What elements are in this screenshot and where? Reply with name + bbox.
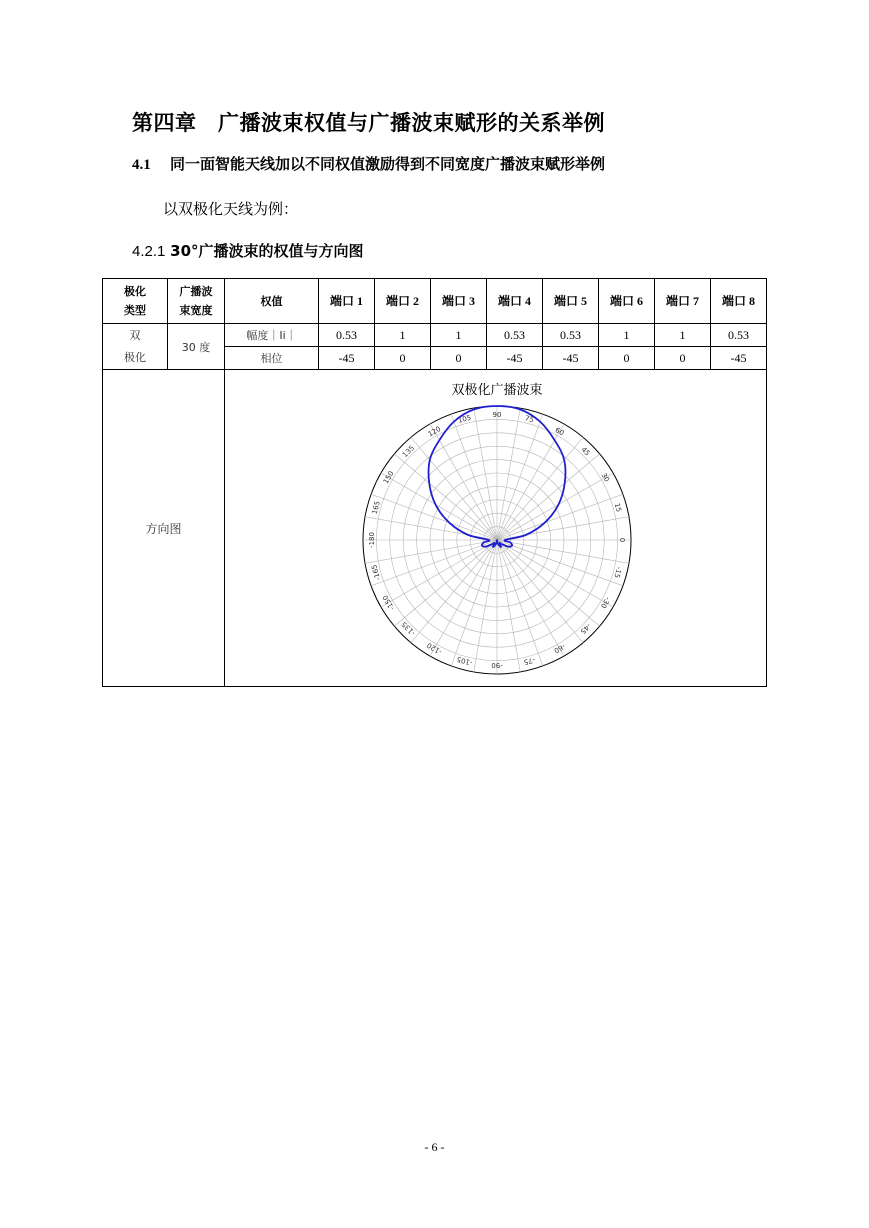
table-cell: -45 [487, 347, 543, 370]
angle-tick-label: -180 [368, 532, 376, 548]
angle-tick-label: -165 [370, 563, 383, 582]
table-cell: 1 [655, 324, 711, 347]
angle-tick-label: -150 [381, 593, 397, 612]
angle-tick-label: -15 [612, 565, 624, 579]
table-cell: 0 [431, 347, 487, 370]
header-port: 端口 5 [543, 279, 599, 324]
row-label: 相位 [225, 347, 319, 370]
angle-tick-label: 165 [370, 500, 382, 516]
table-cell: 0 [375, 347, 431, 370]
polar-chart [225, 370, 766, 686]
header-port: 端口 1 [319, 279, 375, 324]
angle-tick-label: -120 [425, 640, 444, 656]
angle-tick-label: 105 [457, 413, 473, 425]
table-row [103, 324, 767, 347]
chapter-title: 第四章 广播波束权值与广播波束赋形的关系举例 [132, 111, 605, 135]
angle-tick-label: 45 [579, 445, 592, 458]
subsection-heading [132, 240, 364, 261]
angle-tick-label: -60 [552, 641, 567, 655]
header-beam-width: 广播波 束宽度 [168, 279, 225, 324]
chart-title: 双极化广播波束 [451, 383, 543, 398]
table-cell: 1 [375, 324, 431, 347]
section-heading [132, 153, 605, 174]
section-title: 同一面智能天线加以不同权值激励得到不同宽度广播波束赋形举例 [170, 155, 606, 173]
angle-tick-label: 60 [553, 426, 566, 438]
header-port: 端口 2 [375, 279, 431, 324]
angle-tick-label: 135 [401, 444, 417, 460]
angle-tick-label: 15 [612, 502, 623, 513]
angle-tick-label: 30 [599, 471, 611, 484]
angle-tick-label: 90 [492, 411, 502, 419]
table-cell: 1 [431, 324, 487, 347]
angle-tick-label: -75 [522, 655, 536, 667]
header-pol-type: 极化 类型 [103, 279, 168, 324]
section-number: 4.1 [132, 157, 151, 173]
angle-tick-label: -90 [491, 661, 503, 669]
table-cell: 0.53 [543, 324, 599, 347]
header-weight: 权值 [225, 279, 319, 324]
angle-tick-label: 150 [381, 469, 396, 486]
angle-tick-label: -105 [455, 654, 474, 667]
subsection-title: 30°广播波束的权值与方向图 [170, 242, 364, 260]
pattern-row [103, 370, 767, 687]
row-label: 幅度｜Ii｜ [225, 324, 319, 347]
weight-table [102, 278, 767, 687]
angle-tick-label: -30 [598, 595, 612, 610]
table-cell: 0.53 [711, 324, 767, 347]
angle-tick-label: -135 [400, 619, 418, 637]
header-port: 端口 8 [711, 279, 767, 324]
table-cell: 0.53 [487, 324, 543, 347]
table-cell: 0.53 [319, 324, 375, 347]
table-cell: 0 [655, 347, 711, 370]
header-port: 端口 3 [431, 279, 487, 324]
table-cell: -45 [711, 347, 767, 370]
angle-tick-label: 120 [426, 424, 443, 439]
angle-tick-label: -45 [578, 621, 593, 636]
page-number: - 6 - [424, 1140, 445, 1154]
angle-tick-label: 0 [618, 537, 626, 543]
subsection-number: 4.2.1 [132, 243, 166, 260]
table-cell: -45 [543, 347, 599, 370]
table-header-row [103, 279, 767, 324]
angle-tick-label: 75 [524, 414, 535, 425]
header-port: 端口 7 [655, 279, 711, 324]
table-cell: 1 [599, 324, 655, 347]
pol-type-cell: 双 极化 [103, 324, 168, 370]
pattern-chart-cell [225, 370, 767, 687]
header-port: 端口 6 [599, 279, 655, 324]
header-port: 端口 4 [487, 279, 543, 324]
table-cell: 0 [599, 347, 655, 370]
pattern-label: 方向图 [103, 370, 225, 687]
table-cell: -45 [319, 347, 375, 370]
intro-paragraph: 以双极化天线为例： [163, 200, 299, 218]
beam-width-cell: 30 度 [168, 324, 225, 370]
